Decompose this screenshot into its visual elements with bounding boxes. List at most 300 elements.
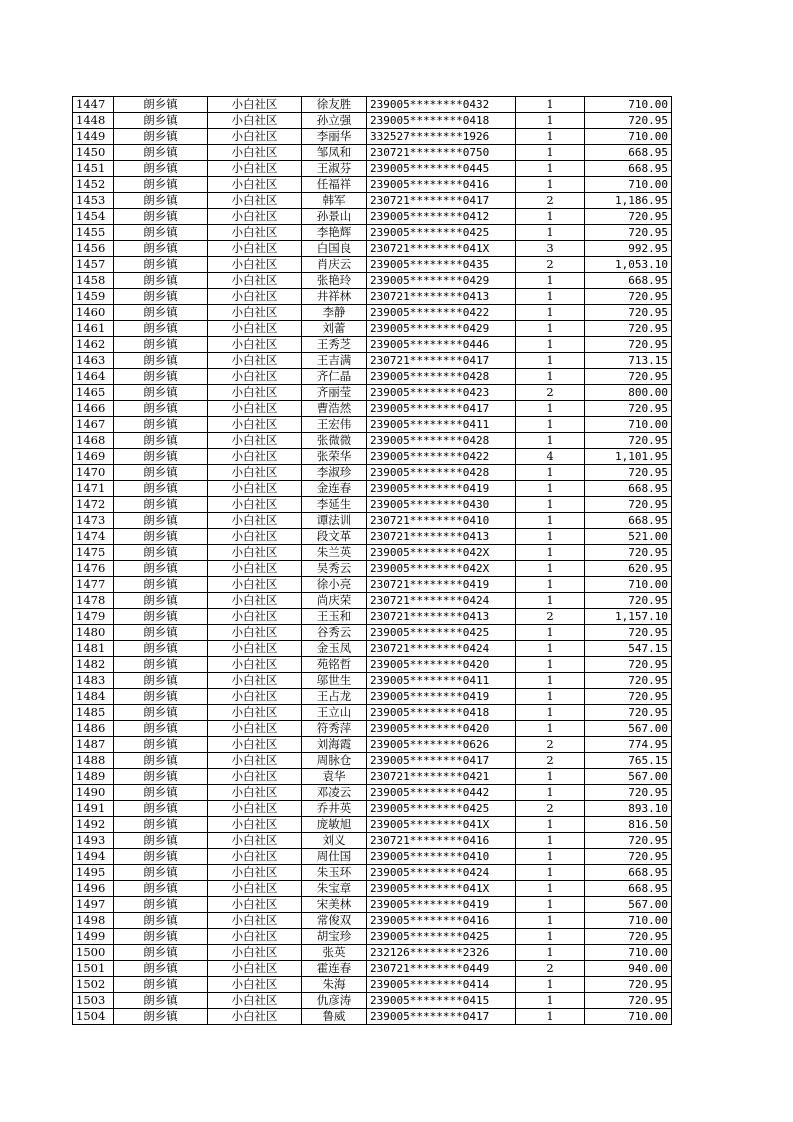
- household-count-cell: 1: [516, 369, 585, 385]
- community-cell: 小白社区: [208, 97, 302, 113]
- town-cell: 朗乡镇: [114, 385, 208, 401]
- amount-cell: 710.00: [585, 945, 672, 961]
- id-number-cell: 239005********0428: [367, 433, 516, 449]
- row-number-cell: 1495: [73, 865, 114, 881]
- name-cell: 邹凤和: [302, 145, 367, 161]
- name-cell: 谷秀云: [302, 625, 367, 641]
- town-cell: 朗乡镇: [114, 945, 208, 961]
- town-cell: 朗乡镇: [114, 417, 208, 433]
- name-cell: 宋美林: [302, 897, 367, 913]
- name-cell: 孙景山: [302, 209, 367, 225]
- row-number-cell: 1497: [73, 897, 114, 913]
- town-cell: 朗乡镇: [114, 929, 208, 945]
- row-number-cell: 1469: [73, 449, 114, 465]
- amount-cell: 720.95: [585, 673, 672, 689]
- row-number-cell: 1490: [73, 785, 114, 801]
- community-cell: 小白社区: [208, 689, 302, 705]
- amount-cell: 710.00: [585, 577, 672, 593]
- table-row: [73, 449, 672, 465]
- amount-cell: 800.00: [585, 385, 672, 401]
- town-cell: 朗乡镇: [114, 289, 208, 305]
- name-cell: 李丽华: [302, 129, 367, 145]
- amount-cell: 720.95: [585, 705, 672, 721]
- household-count-cell: 1: [516, 513, 585, 529]
- community-cell: 小白社区: [208, 593, 302, 609]
- name-cell: 张英: [302, 945, 367, 961]
- table-row: [73, 721, 672, 737]
- household-count-cell: 2: [516, 257, 585, 273]
- id-number-cell: 239005********0417: [367, 1009, 516, 1025]
- name-cell: 井祥林: [302, 289, 367, 305]
- name-cell: 邬世生: [302, 673, 367, 689]
- household-count-cell: 1: [516, 577, 585, 593]
- amount-cell: 668.95: [585, 273, 672, 289]
- id-number-cell: 239005********0423: [367, 385, 516, 401]
- id-number-cell: 239005********0428: [367, 465, 516, 481]
- community-cell: 小白社区: [208, 305, 302, 321]
- community-cell: 小白社区: [208, 321, 302, 337]
- id-number-cell: 239005********0424: [367, 865, 516, 881]
- amount-cell: 720.95: [585, 433, 672, 449]
- amount-cell: 1,186.95: [585, 193, 672, 209]
- household-count-cell: 1: [516, 225, 585, 241]
- row-number-cell: 1486: [73, 721, 114, 737]
- amount-cell: 720.95: [585, 545, 672, 561]
- household-count-cell: 4: [516, 449, 585, 465]
- town-cell: 朗乡镇: [114, 257, 208, 273]
- id-number-cell: 239005********0428: [367, 369, 516, 385]
- amount-cell: 720.95: [585, 209, 672, 225]
- id-number-cell: 239005********0422: [367, 305, 516, 321]
- table-row: [73, 961, 672, 977]
- community-cell: 小白社区: [208, 849, 302, 865]
- amount-cell: 720.95: [585, 625, 672, 641]
- row-number-cell: 1477: [73, 577, 114, 593]
- row-number-cell: 1476: [73, 561, 114, 577]
- id-number-cell: 230721********041X: [367, 241, 516, 257]
- name-cell: 张荣华: [302, 449, 367, 465]
- town-cell: 朗乡镇: [114, 465, 208, 481]
- community-cell: 小白社区: [208, 817, 302, 833]
- table-row: [73, 161, 672, 177]
- row-number-cell: 1466: [73, 401, 114, 417]
- id-number-cell: 230721********0416: [367, 833, 516, 849]
- household-count-cell: 1: [516, 913, 585, 929]
- town-cell: 朗乡镇: [114, 545, 208, 561]
- household-count-cell: 1: [516, 641, 585, 657]
- id-number-cell: 239005********0425: [367, 225, 516, 241]
- row-number-cell: 1503: [73, 993, 114, 1009]
- name-cell: 李静: [302, 305, 367, 321]
- table-row: [73, 385, 672, 401]
- id-number-cell: 230721********0424: [367, 641, 516, 657]
- household-count-cell: 1: [516, 833, 585, 849]
- row-number-cell: 1450: [73, 145, 114, 161]
- id-number-cell: 239005********0411: [367, 417, 516, 433]
- name-cell: 刘义: [302, 833, 367, 849]
- name-cell: 朱玉环: [302, 865, 367, 881]
- name-cell: 曹浩然: [302, 401, 367, 417]
- town-cell: 朗乡镇: [114, 737, 208, 753]
- id-number-cell: 239005********0429: [367, 273, 516, 289]
- community-cell: 小白社区: [208, 433, 302, 449]
- town-cell: 朗乡镇: [114, 113, 208, 129]
- community-cell: 小白社区: [208, 913, 302, 929]
- name-cell: 邓凌云: [302, 785, 367, 801]
- id-number-cell: 239005********0419: [367, 689, 516, 705]
- name-cell: 韩军: [302, 193, 367, 209]
- community-cell: 小白社区: [208, 657, 302, 673]
- table-row: [73, 705, 672, 721]
- town-cell: 朗乡镇: [114, 993, 208, 1009]
- name-cell: 苑铭哲: [302, 657, 367, 673]
- town-cell: 朗乡镇: [114, 801, 208, 817]
- table-row: [73, 977, 672, 993]
- town-cell: 朗乡镇: [114, 769, 208, 785]
- table-row: [73, 913, 672, 929]
- household-count-cell: 1: [516, 721, 585, 737]
- community-cell: 小白社区: [208, 385, 302, 401]
- name-cell: 周仕国: [302, 849, 367, 865]
- amount-cell: 720.95: [585, 465, 672, 481]
- id-number-cell: 239005********0420: [367, 721, 516, 737]
- amount-cell: 940.00: [585, 961, 672, 977]
- town-cell: 朗乡镇: [114, 449, 208, 465]
- table-row: [73, 945, 672, 961]
- household-count-cell: 1: [516, 529, 585, 545]
- table-row: [73, 497, 672, 513]
- table-row: [73, 801, 672, 817]
- town-cell: 朗乡镇: [114, 529, 208, 545]
- name-cell: 王占龙: [302, 689, 367, 705]
- amount-cell: 710.00: [585, 97, 672, 113]
- table-row: [73, 129, 672, 145]
- name-cell: 王立山: [302, 705, 367, 721]
- table-row: [73, 545, 672, 561]
- household-count-cell: 1: [516, 929, 585, 945]
- name-cell: 王玉和: [302, 609, 367, 625]
- town-cell: 朗乡镇: [114, 561, 208, 577]
- row-number-cell: 1481: [73, 641, 114, 657]
- community-cell: 小白社区: [208, 225, 302, 241]
- community-cell: 小白社区: [208, 289, 302, 305]
- table-body: [73, 97, 672, 1025]
- community-cell: 小白社区: [208, 401, 302, 417]
- table-row: [73, 881, 672, 897]
- row-number-cell: 1488: [73, 753, 114, 769]
- table-row: [73, 737, 672, 753]
- row-number-cell: 1449: [73, 129, 114, 145]
- id-number-cell: 239005********0445: [367, 161, 516, 177]
- town-cell: 朗乡镇: [114, 401, 208, 417]
- name-cell: 齐仁晶: [302, 369, 367, 385]
- name-cell: 王宏伟: [302, 417, 367, 433]
- town-cell: 朗乡镇: [114, 865, 208, 881]
- table-row: [73, 337, 672, 353]
- town-cell: 朗乡镇: [114, 849, 208, 865]
- town-cell: 朗乡镇: [114, 673, 208, 689]
- community-cell: 小白社区: [208, 881, 302, 897]
- household-count-cell: 1: [516, 657, 585, 673]
- amount-cell: 765.15: [585, 753, 672, 769]
- row-number-cell: 1457: [73, 257, 114, 273]
- town-cell: 朗乡镇: [114, 961, 208, 977]
- name-cell: 尚庆荣: [302, 593, 367, 609]
- table-row: [73, 209, 672, 225]
- row-number-cell: 1468: [73, 433, 114, 449]
- table-row: [73, 561, 672, 577]
- household-count-cell: 2: [516, 609, 585, 625]
- table-row: [73, 785, 672, 801]
- amount-cell: 710.00: [585, 1009, 672, 1025]
- id-number-cell: 230721********0413: [367, 529, 516, 545]
- table-row: [73, 641, 672, 657]
- name-cell: 胡宝珍: [302, 929, 367, 945]
- id-number-cell: 239005********0446: [367, 337, 516, 353]
- amount-cell: 668.95: [585, 865, 672, 881]
- row-number-cell: 1473: [73, 513, 114, 529]
- row-number-cell: 1461: [73, 321, 114, 337]
- amount-cell: 720.95: [585, 369, 672, 385]
- table-row: [73, 433, 672, 449]
- name-cell: 袁华: [302, 769, 367, 785]
- id-number-cell: 332527********1926: [367, 129, 516, 145]
- table-row: [73, 929, 672, 945]
- community-cell: 小白社区: [208, 161, 302, 177]
- table-row: [73, 593, 672, 609]
- household-count-cell: 1: [516, 673, 585, 689]
- id-number-cell: 239005********0416: [367, 177, 516, 193]
- community-cell: 小白社区: [208, 353, 302, 369]
- community-cell: 小白社区: [208, 929, 302, 945]
- name-cell: 朱兰英: [302, 545, 367, 561]
- id-number-cell: 239005********0416: [367, 913, 516, 929]
- community-cell: 小白社区: [208, 113, 302, 129]
- household-count-cell: 1: [516, 593, 585, 609]
- id-number-cell: 230721********0413: [367, 289, 516, 305]
- table-row: [73, 1009, 672, 1025]
- id-number-cell: 230721********0421: [367, 769, 516, 785]
- name-cell: 李淑珍: [302, 465, 367, 481]
- name-cell: 肖庆云: [302, 257, 367, 273]
- name-cell: 徐小亮: [302, 577, 367, 593]
- town-cell: 朗乡镇: [114, 209, 208, 225]
- amount-cell: 720.95: [585, 321, 672, 337]
- household-count-cell: 1: [516, 689, 585, 705]
- row-number-cell: 1479: [73, 609, 114, 625]
- amount-cell: 720.95: [585, 993, 672, 1009]
- household-count-cell: 1: [516, 113, 585, 129]
- name-cell: 李艳辉: [302, 225, 367, 241]
- name-cell: 刘海霞: [302, 737, 367, 753]
- table-row: [73, 481, 672, 497]
- row-number-cell: 1500: [73, 945, 114, 961]
- town-cell: 朗乡镇: [114, 481, 208, 497]
- amount-cell: 720.95: [585, 657, 672, 673]
- amount-cell: 720.95: [585, 305, 672, 321]
- amount-cell: 1,053.10: [585, 257, 672, 273]
- row-number-cell: 1458: [73, 273, 114, 289]
- table-row: [73, 289, 672, 305]
- household-count-cell: 1: [516, 305, 585, 321]
- id-number-cell: 239005********0626: [367, 737, 516, 753]
- amount-cell: 668.95: [585, 513, 672, 529]
- community-cell: 小白社区: [208, 961, 302, 977]
- amount-cell: 816.50: [585, 817, 672, 833]
- town-cell: 朗乡镇: [114, 97, 208, 113]
- row-number-cell: 1504: [73, 1009, 114, 1025]
- community-cell: 小白社区: [208, 241, 302, 257]
- id-number-cell: 239005********042X: [367, 561, 516, 577]
- row-number-cell: 1501: [73, 961, 114, 977]
- row-number-cell: 1448: [73, 113, 114, 129]
- row-number-cell: 1454: [73, 209, 114, 225]
- amount-cell: 567.00: [585, 721, 672, 737]
- name-cell: 白国良: [302, 241, 367, 257]
- household-count-cell: 1: [516, 177, 585, 193]
- amount-cell: 720.95: [585, 977, 672, 993]
- household-count-cell: 1: [516, 625, 585, 641]
- id-number-cell: 239005********0417: [367, 401, 516, 417]
- id-number-cell: 239005********0411: [367, 673, 516, 689]
- row-number-cell: 1496: [73, 881, 114, 897]
- amount-cell: 720.95: [585, 401, 672, 417]
- id-number-cell: 239005********0435: [367, 257, 516, 273]
- id-number-cell: 239005********0419: [367, 897, 516, 913]
- town-cell: 朗乡镇: [114, 241, 208, 257]
- id-number-cell: 230721********0410: [367, 513, 516, 529]
- name-cell: 李延生: [302, 497, 367, 513]
- community-cell: 小白社区: [208, 721, 302, 737]
- table-row: [73, 273, 672, 289]
- community-cell: 小白社区: [208, 753, 302, 769]
- amount-cell: 567.00: [585, 769, 672, 785]
- row-number-cell: 1467: [73, 417, 114, 433]
- table-row: [73, 817, 672, 833]
- id-number-cell: 230721********0413: [367, 609, 516, 625]
- name-cell: 王淑芬: [302, 161, 367, 177]
- household-count-cell: 1: [516, 433, 585, 449]
- row-number-cell: 1474: [73, 529, 114, 545]
- community-cell: 小白社区: [208, 705, 302, 721]
- row-number-cell: 1483: [73, 673, 114, 689]
- community-cell: 小白社区: [208, 529, 302, 545]
- household-count-cell: 1: [516, 401, 585, 417]
- name-cell: 王吉满: [302, 353, 367, 369]
- row-number-cell: 1494: [73, 849, 114, 865]
- community-cell: 小白社区: [208, 769, 302, 785]
- community-cell: 小白社区: [208, 609, 302, 625]
- row-number-cell: 1493: [73, 833, 114, 849]
- id-number-cell: 239005********0430: [367, 497, 516, 513]
- household-count-cell: 1: [516, 881, 585, 897]
- amount-cell: 668.95: [585, 881, 672, 897]
- household-count-cell: 2: [516, 385, 585, 401]
- name-cell: 张艳玲: [302, 273, 367, 289]
- row-number-cell: 1480: [73, 625, 114, 641]
- household-count-cell: 1: [516, 897, 585, 913]
- table-row: [73, 529, 672, 545]
- town-cell: 朗乡镇: [114, 897, 208, 913]
- table-row: [73, 513, 672, 529]
- household-count-cell: 1: [516, 1009, 585, 1025]
- household-count-cell: 1: [516, 161, 585, 177]
- table-row: [73, 849, 672, 865]
- community-cell: 小白社区: [208, 865, 302, 881]
- row-number-cell: 1460: [73, 305, 114, 321]
- community-cell: 小白社区: [208, 337, 302, 353]
- community-cell: 小白社区: [208, 977, 302, 993]
- table-row: [73, 417, 672, 433]
- household-count-cell: 1: [516, 993, 585, 1009]
- community-cell: 小白社区: [208, 833, 302, 849]
- town-cell: 朗乡镇: [114, 609, 208, 625]
- name-cell: 齐丽莹: [302, 385, 367, 401]
- name-cell: 段文革: [302, 529, 367, 545]
- amount-cell: 668.95: [585, 481, 672, 497]
- amount-cell: 893.10: [585, 801, 672, 817]
- name-cell: 朱宝章: [302, 881, 367, 897]
- id-number-cell: 239005********0414: [367, 977, 516, 993]
- town-cell: 朗乡镇: [114, 657, 208, 673]
- household-count-cell: 1: [516, 977, 585, 993]
- household-count-cell: 1: [516, 417, 585, 433]
- community-cell: 小白社区: [208, 577, 302, 593]
- household-count-cell: 1: [516, 817, 585, 833]
- table-row: [73, 305, 672, 321]
- name-cell: 吴秀云: [302, 561, 367, 577]
- amount-cell: 710.00: [585, 417, 672, 433]
- amount-cell: 720.95: [585, 785, 672, 801]
- household-count-cell: 2: [516, 753, 585, 769]
- household-count-cell: 1: [516, 321, 585, 337]
- row-number-cell: 1451: [73, 161, 114, 177]
- town-cell: 朗乡镇: [114, 593, 208, 609]
- household-count-cell: 2: [516, 961, 585, 977]
- table-row: [73, 657, 672, 673]
- town-cell: 朗乡镇: [114, 721, 208, 737]
- row-number-cell: 1465: [73, 385, 114, 401]
- community-cell: 小白社区: [208, 1009, 302, 1025]
- id-number-cell: 239005********0418: [367, 113, 516, 129]
- id-number-cell: 239005********0425: [367, 929, 516, 945]
- id-number-cell: 239005********0422: [367, 449, 516, 465]
- amount-cell: 547.15: [585, 641, 672, 657]
- name-cell: 任福祥: [302, 177, 367, 193]
- community-cell: 小白社区: [208, 257, 302, 273]
- row-number-cell: 1492: [73, 817, 114, 833]
- row-number-cell: 1452: [73, 177, 114, 193]
- town-cell: 朗乡镇: [114, 305, 208, 321]
- community-cell: 小白社区: [208, 641, 302, 657]
- table-row: [73, 353, 672, 369]
- town-cell: 朗乡镇: [114, 881, 208, 897]
- community-cell: 小白社区: [208, 209, 302, 225]
- amount-cell: 668.95: [585, 145, 672, 161]
- row-number-cell: 1484: [73, 689, 114, 705]
- row-number-cell: 1453: [73, 193, 114, 209]
- community-cell: 小白社区: [208, 785, 302, 801]
- amount-cell: 720.95: [585, 593, 672, 609]
- amount-cell: 668.95: [585, 161, 672, 177]
- town-cell: 朗乡镇: [114, 273, 208, 289]
- id-number-cell: 239005********0418: [367, 705, 516, 721]
- row-number-cell: 1487: [73, 737, 114, 753]
- community-cell: 小白社区: [208, 673, 302, 689]
- town-cell: 朗乡镇: [114, 785, 208, 801]
- town-cell: 朗乡镇: [114, 369, 208, 385]
- id-number-cell: 239005********0412: [367, 209, 516, 225]
